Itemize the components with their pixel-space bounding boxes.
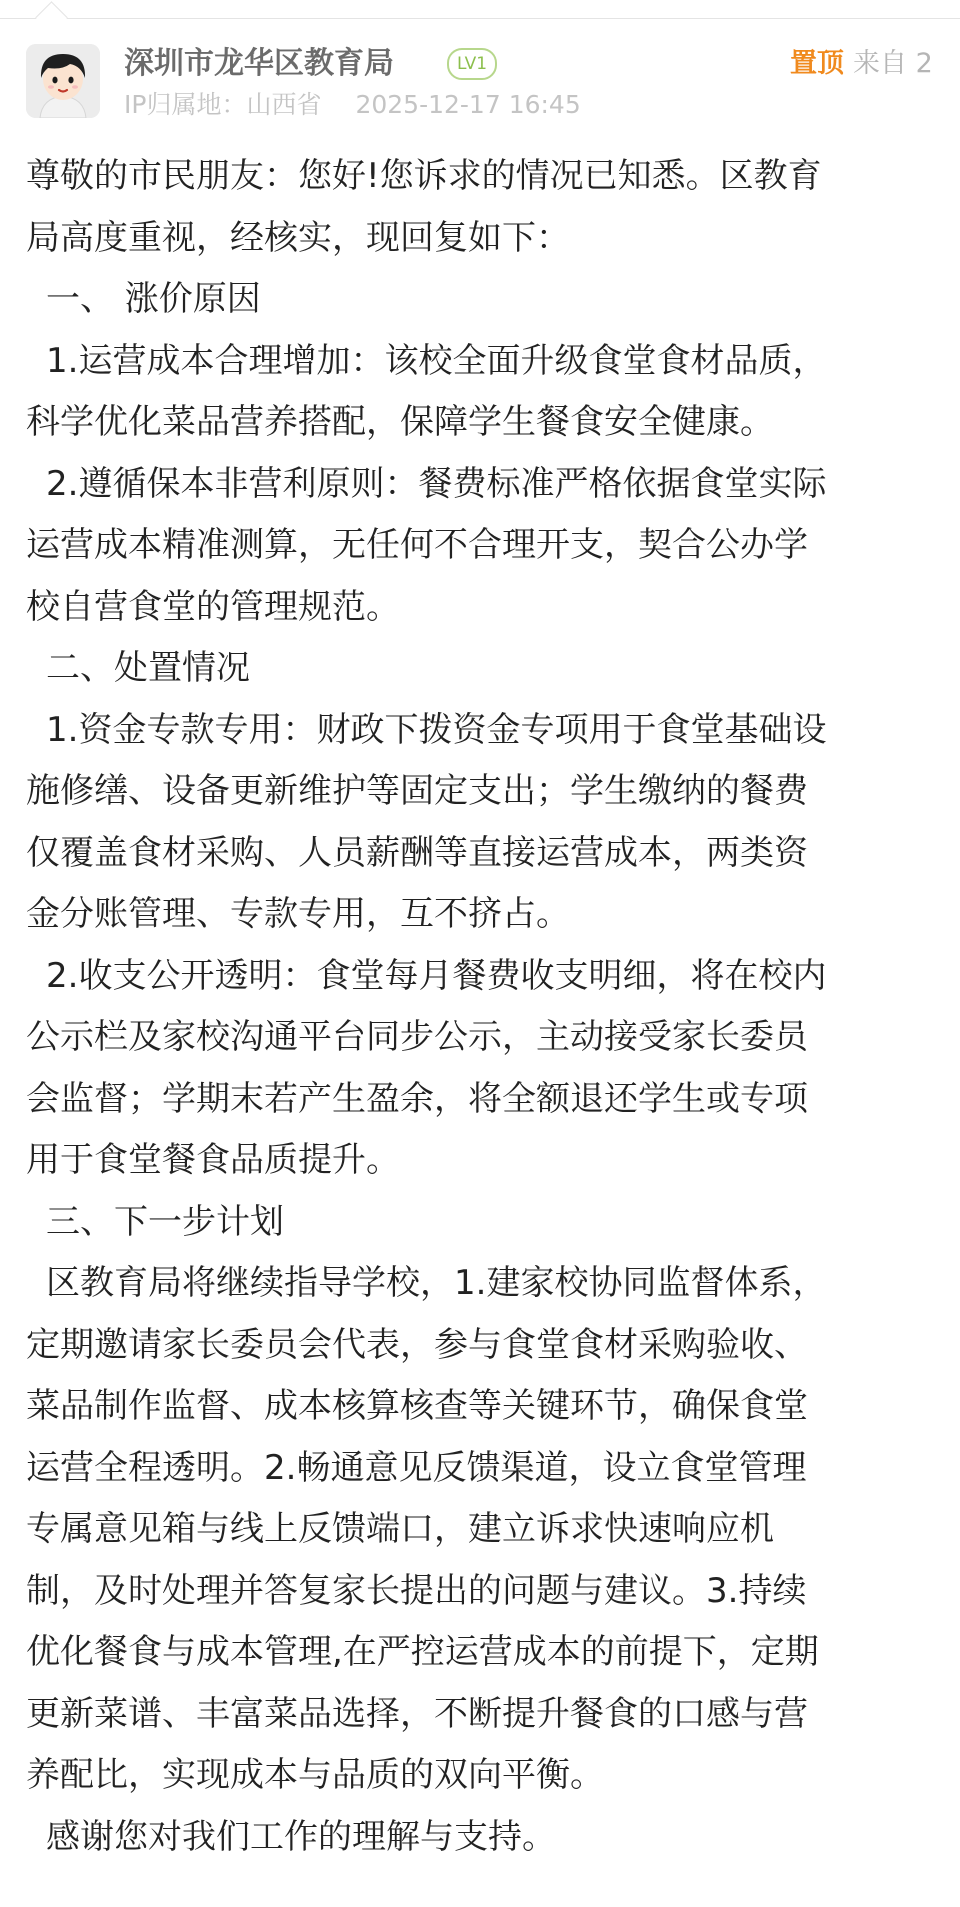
content-line: 菜品制作监督、成本核算核查等关键环节，确保食堂 <box>26 1386 808 1426</box>
content-line: 专属意见箱与线上反馈端口，建立诉求快速响应机 <box>26 1509 774 1549</box>
post-header <box>0 40 960 130</box>
content-line: 2.收支公开透明：食堂每月餐费收支明细，将在校内 <box>46 955 827 996</box>
section-heading: 三、下一步计划 <box>46 1201 284 1242</box>
content-line: 金分账管理、专款专用，互不挤占。 <box>26 894 570 934</box>
top-divider <box>0 18 960 19</box>
pinned-label: 置顶 <box>790 48 844 79</box>
content-line: 公示栏及家校沟通平台同步公示，主动接受家长委员 <box>26 1017 808 1057</box>
content-line: 用于食堂餐食品质提升。 <box>26 1140 400 1180</box>
content-line: 感谢您对我们工作的理解与支持。 <box>46 1816 556 1857</box>
content-line: 会监督；学期末若产生盈余，将全额退还学生或专项 <box>26 1078 808 1119</box>
content-line: 运营成本精准测算，无任何不合理开支，契合公办学 <box>26 525 808 565</box>
post-timestamp: 2025-12-17 16:45 <box>355 90 581 119</box>
content-line: 养配比，实现成本与品质的双向平衡。 <box>26 1755 604 1795</box>
ip-location: IP归属地：山西省 <box>124 90 322 119</box>
cartoon-avatar-icon <box>26 44 100 118</box>
content-line: 定期邀请家长委员会代表，参与食堂食材采购验收、 <box>26 1324 808 1365</box>
author-name[interactable]: 深圳市龙华区教育局 <box>124 46 394 81</box>
section-heading: 一、 涨价原因 <box>46 279 261 319</box>
content-line: 尊敬的市民朋友：您好!您诉求的情况已知悉。区教育 <box>26 156 822 196</box>
content-line: 校自营食堂的管理规范。 <box>26 586 400 627</box>
content-line: 1.运营成本合理增加：该校全面升级食堂食材品质， <box>46 340 827 381</box>
content-line: 施修缮、设备更新维护等固定支出；学生缴纳的餐费 <box>26 771 808 811</box>
source-label: 来自 2 <box>853 48 933 79</box>
content-line: 运营全程透明。2.畅通意见反馈渠道，设立食堂管理 <box>26 1447 807 1488</box>
content-line: 2.遵循保本非营利原则：餐费标准严格依据食堂实际 <box>46 463 827 504</box>
post-meta <box>124 88 581 122</box>
avatar[interactable] <box>26 44 100 118</box>
content-line: 仅覆盖食材采购、人员薪酬等直接运营成本，两类资 <box>26 832 808 873</box>
content-line: 区教育局将继续指导学校，1.建家校协同监督体系， <box>46 1263 827 1303</box>
content-line: 制，及时处理并答复家长提出的问题与建议。3.持续 <box>26 1570 807 1611</box>
bubble-caret <box>35 1 68 34</box>
section-heading: 二、处置情况 <box>46 648 250 688</box>
post-content <box>26 146 938 1868</box>
level-badge: LV1 <box>447 48 497 80</box>
content-line: 局高度重视，经核实，现回复如下： <box>26 217 570 258</box>
content-line: 更新菜谱、丰富菜品选择，不断提升餐食的口感与营 <box>26 1693 808 1734</box>
content-line: 优化餐食与成本管理,在严控运营成本的前提下，定期 <box>26 1632 819 1672</box>
content-line: 科学优化菜品营养搭配，保障学生餐食安全健康。 <box>26 402 774 442</box>
content-line: 1.资金专款专用：财政下拨资金专项用于食堂基础设 <box>46 709 827 750</box>
